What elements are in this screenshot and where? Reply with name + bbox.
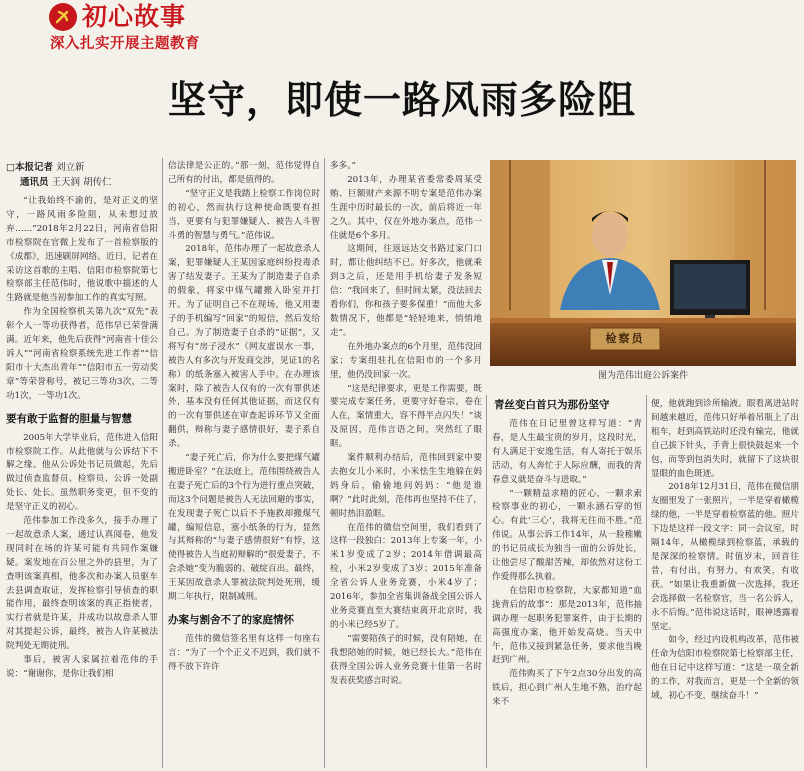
correspondent-label: 通讯员 <box>20 177 49 188</box>
paragraph: 在范伟的微信空间里，我们看到了这样一段独白：2013年上专案一年，小米1岁变成了2岁；2014年借调最高检，小米2岁变成了3岁；2015年准备全省公诉人业务竞赛，小米4岁了；2016年，参加全省集训备战全国公诉人业务竞赛直至大赛结束离开北京时，我的小米已经5岁了。 <box>330 522 482 630</box>
byline <box>6 160 158 190</box>
subheading-1: 要有敢于监督的胆量与智慧 <box>6 412 132 425</box>
paragraph: “坚守正义是我踏上检察工作岗位时的初心，然而执行这种使命既要有担当，更要有与犯罪嫌疑人、被告人斗智斗勇的智慧与勇气。”范伟说。 <box>168 188 320 241</box>
article-column-1 <box>6 195 158 769</box>
paragraph: 在信阳市检察院，大家都知道“血拢背后的故事”：那是2013年，范伟抽调办理一起职务犯罪案件，由于长期的高强度办案，他开始发高烧。当天中午，范伟又接到紧急任务，要求他当晚赶到广州。 <box>492 585 642 666</box>
headline: 坚守，即使一路风雨多险阻 <box>167 78 636 122</box>
column-divider <box>162 158 163 768</box>
paragraph: 信法律是公正的。”那一刻，范伟觉得自己所有的付出，都是值得的。 <box>168 161 320 185</box>
party-emblem-icon <box>48 2 78 32</box>
article-column-5 <box>651 398 799 768</box>
column-divider <box>324 158 325 768</box>
column-slogan: 深入扎实开展主题教育 <box>50 36 200 52</box>
column-banner <box>48 2 233 54</box>
article-photo <box>490 160 796 366</box>
paragraph: 范伟的微信签名里有这样一句座右言：“为了一个个正义不迟到，我们就不得不放下许许 <box>168 634 320 672</box>
paragraph: 便，他就跑到诊所输液。眼看离进站时间越来越近，范伟只好举着吊瓶上了出租车，赶到高铁站时还没有输完，他就自己拔下针头，手背上很快鼓起来一个包，而等到包消失时，就留下了这块很显眼的血色斑迹。 <box>651 399 799 479</box>
reporter-label: □本报记者 <box>6 162 53 173</box>
correspondent-names: 王天润 胡传仁 <box>51 177 112 188</box>
paragraph: “让我始终不渝的，是对正义的坚守，一路风雨多险阻，从未想过放弃……”2018年2月22日，河南省信阳市检察院在官微上发布了一首检察版的《成都》，迅速刷屏网络。近日，记者在采访这首歌的主唱、信阳市检察院第七检察部主任范伟时，他说歌中描述的人生路就是他当初参加工作的真实写照。 <box>6 196 158 304</box>
article-column-2 <box>168 160 320 768</box>
paragraph: 范伟购买了下午2点30分出发的高铁后，担心到广州人生地不熟，治疗起来不 <box>492 669 642 708</box>
reporter-name: 刘立新 <box>56 162 85 173</box>
paragraph: 在外地办案点的6个月里，范伟没回家；专案组驻扎在信阳市的一个多月里，他仍没回家一次。 <box>330 341 482 380</box>
paragraph: “这是纪律要求，更是工作需要，既要完成专案任务，更要守好卷宗，卷在人在，案情重大，容不得半点闪失！”谈及原因，范伟言语之间，突然红了眼眶。 <box>330 383 482 450</box>
paragraph: 这期间，往返远达交书路过家门口时，都让他纠结不已。好多次，他就乘到3之后，还是用手机给妻子发条短信：“我回来了，但时间太紧，没法回去看你们，你和孩子要多保重！”而他大多数情况下，他都是“轻轻地来，悄悄地走”。 <box>330 244 482 338</box>
nameplate-text: 检察员 <box>605 332 645 345</box>
column-divider <box>486 395 487 768</box>
paragraph: 案件顺利办结后，范伟回到家中要去抱女儿小米时，小米怯生生地躲在妈妈身后，偷偷地问妈妈：“他是谁啊？”此时此刻，范伟再也坚持不住了，顿时热泪盈眶。 <box>330 453 482 519</box>
article-column-4 <box>492 418 642 768</box>
paragraph: 范伟在日记里曾这样写道：“青春，是人生最宝贵的岁月，这段时光，有人满足于安逸生活，有人寄托于娱乐活动，有人奔忙于人际应酬，而我的青春意义就是奋斗与进取。” <box>492 419 642 485</box>
paragraph: 多多。” <box>330 161 356 171</box>
column-divider <box>646 395 647 768</box>
paragraph: 2018年12月31日，范伟在微信朋友圈里发了一张照片，一半是穿着橄榄绿的他，一半是穿着检察蓝的他。照片下边是这样一段文字：同一会议室，时隔14年，从橄榄绿到检察蓝，承载的是深深的检察情。时值岁末，回首往昔，有付出，有努力，有欢笑，有收获。“如果让我重新做一次选择，我还会选择做一名检察官，当一名公诉人，永不后悔。”范伟说这话时，眼神透露着坚定。 <box>651 482 799 632</box>
subheading-2: 办案与割舍不了的家庭情怀 <box>168 614 294 626</box>
paragraph: 2018年，范伟办理了一起故意杀人案，犯罪嫌疑人王某因家庭纠纷投毒杀害了结发妻子。王某为了制造妻子自杀的假象，将家中煤气罐搬入卧室并打开。为了证明自己不在现场，他又用妻子的手机编写“回家”的短信，然后发给自己。为了制造妻子自杀的“证据”，又将写有“房子浸水”（网友虚误水一事，被告人有多次与开发商交涉，见证1的名称）的纸条塞入被害人手中。在办理该案时，除了被告人仅有的一次有罪供述外，基本没有任何其他证据，而这仅有的一次有罪供述在审查起诉环节又全面翻供，辩称与妻子感情很好，妻子系自杀。 <box>168 244 320 450</box>
paragraph: 范伟参加工作没多久，接手办理了一起故意杀人案，通过认真阅卷，他发现同时在场的许某可能有共同作案嫌疑。案发地在百公里之外的县里，为了查明该案真相，他多次和办案人员驱车去县调查取证，发挥检察引导侦查的职能作用，最终查明该案的真正指使者，实行者就是许某，并成功以故意杀人罪对其提起公诉，最终，被告人许某被法院判处无期徒刑。 <box>6 516 158 652</box>
photo-caption: 图为范伟出庭公诉案件 <box>597 371 688 381</box>
article-column-3 <box>330 160 482 768</box>
paragraph: “妻子死亡后，你为什么要把煤气罐搬进卧室？”在法庭上，范伟围绕被告人在妻子死亡后的3个行为进行重点突破，而这3个问题是被告人无法回避的事实，在发现妻子死亡以后不予施救却搬煤气罐，编短信息，塞小纸条的行为，显然与其辩称的“与妻子感情很好”有悖，这使得被告人当庭初辩解的“很爱妻子，不会杀她”变为脆弱的、破绽百出。最终，王某因故意杀人罪被法院判处死刑，缓期二年执行，限制减刑。 <box>168 453 320 603</box>
paragraph: 2013年，办理某省委常委周某受贿、巨额财产来源不明专案是范伟办案生涯中历时最长的一次，前后将近一年之久。其中，仅在外地办案点，范伟一住就是6个多月。 <box>330 174 482 241</box>
paragraph: “需要陪孩子的时候，没有陪她，在我想陪她的时候，她已经长大。”范伟在获得全国公诉人业务竞赛十佳第一名时发表获奖感言时说。 <box>330 633 482 686</box>
paragraph: 作为全国检察机关第九次“双先”表彰个人一等功获得者，范伟早已荣誉满满。近年来，他先后获得“河南省十佳公诉人”“河南省检察系统先进工作者”“信阳市十大杰出青年”“信阳市五一劳动奖章”等荣誉称号，被记三等功3次，二等功1次，一等功1次。 <box>6 307 158 401</box>
paragraph: 如今，经过内设机构改革，范伟被任命为信阳市检察院第七检察部主任，他在日记中这样写道：“这是一项全新的工作，对我而言，更是一个全新的领域，初心不变，继续奋斗！” <box>651 635 799 702</box>
column-name: 初心故事 <box>82 2 187 31</box>
paragraph: “一颗精益求精的匠心，一颗求索检察事业的初心，一颗永涵石穿的恒心。有此‘三心’，我将无往而不胜。”范伟说。从事公诉工作14年，从一脸稚嫩的书记员成长为独当一面的公诉处长，让他尝尽了酸甜苦辣，却依然对这份工作爱得那么执着。 <box>492 488 642 582</box>
subheading-3: 青丝变白首只为那份坚守 <box>494 399 610 411</box>
paragraph: 2005年大学毕业后，范伟进入信阳市检察院工作。从此他就与公诉结下不解之缘。他从公诉处书记员做起，先后做过侦查监督员、检察员、公诉一处副处长、处长。虽然职务变更，但不变的是坚守正义的初心。 <box>6 432 158 513</box>
paragraph: 事后，被害人家属拉着范伟的手说：“谢谢你，是你让我们相 <box>6 655 158 679</box>
